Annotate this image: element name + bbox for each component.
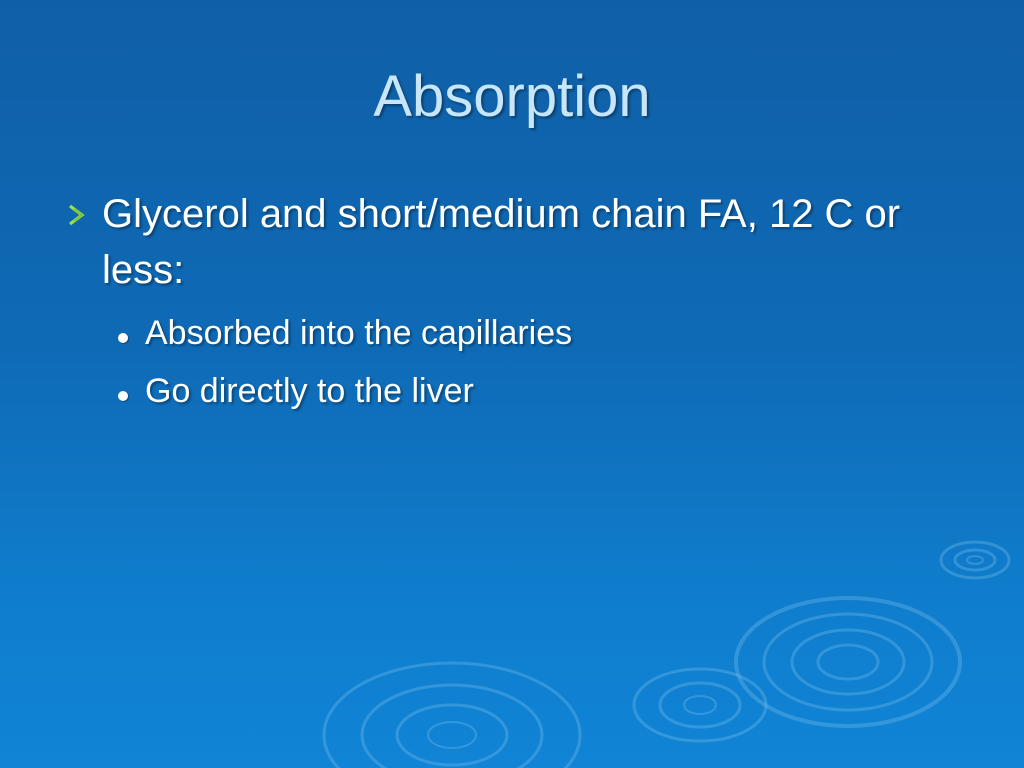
- slide-body: [64, 186, 974, 420]
- sub-bullet-text: Go directly to the liver: [145, 372, 474, 410]
- dot-bullet-icon: [118, 333, 128, 343]
- arrow-bullet-icon: [64, 202, 90, 228]
- sub-bullet-item: [118, 362, 974, 420]
- sub-bullet-text: Absorbed into the capillaries: [145, 314, 573, 352]
- slide-title: Absorption: [373, 64, 651, 129]
- dot-bullet-icon: [118, 391, 128, 401]
- sub-bullet-list: [64, 304, 974, 420]
- bullet-item: [64, 186, 974, 298]
- bullet-text: Glycerol and short/medium chain FA, 12 C or less:: [102, 192, 901, 292]
- sub-bullet-item: [118, 304, 974, 362]
